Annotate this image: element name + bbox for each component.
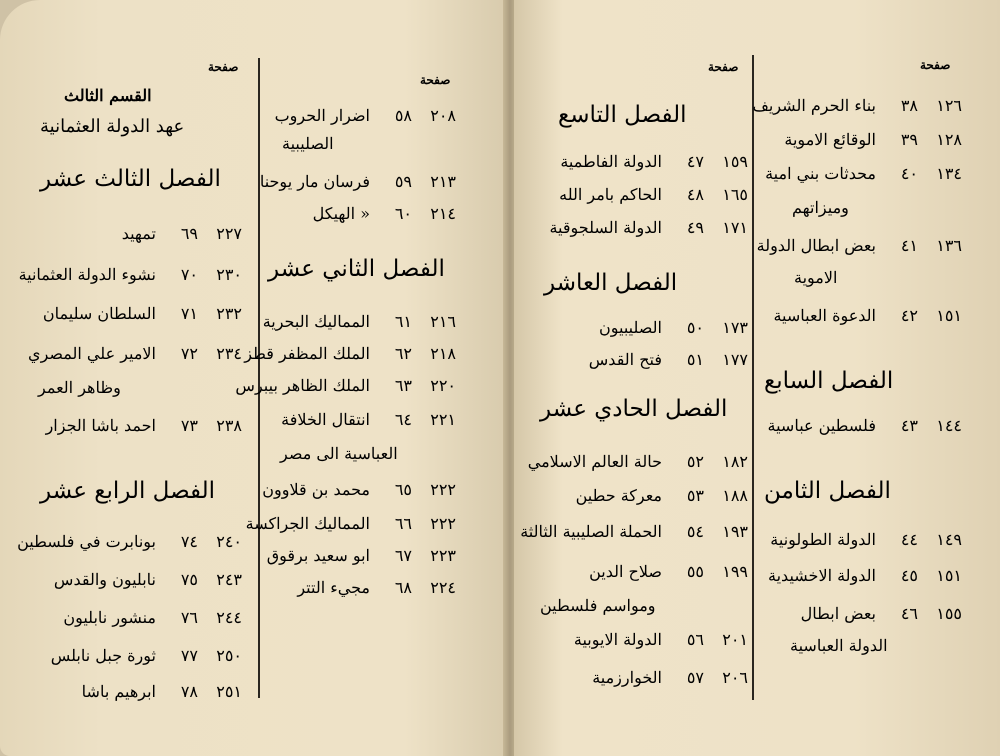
entry-title: الملك الظاهر بيبرس <box>235 376 370 395</box>
entry-page: ١٧١ <box>722 218 748 237</box>
entry-page: ١٧٣ <box>722 318 748 337</box>
entry-number: ٣٨ <box>900 96 918 115</box>
toc-entry <box>559 185 748 204</box>
entry-title: الدولة الفاطمية <box>560 152 662 171</box>
entry-continuation: الصليبية <box>282 134 334 153</box>
entry-page: ٢١٦ <box>430 312 456 331</box>
entry-title: بناء الحرم الشريف <box>752 96 876 115</box>
entry-page: ١٦٥ <box>722 185 748 204</box>
toc-entry <box>63 608 242 627</box>
entry-page: ٢٠٨ <box>430 106 456 125</box>
toc-entry <box>773 306 962 325</box>
entry-page: ٢١٨ <box>430 344 456 363</box>
page-column-header: صفحة <box>420 73 451 87</box>
entry-page: ١٩٣ <box>722 522 748 541</box>
entry-title: مجيء التتر <box>297 578 370 597</box>
entry-page: ١٨٢ <box>722 452 748 471</box>
entry-title: انتقال الخلافة <box>281 410 370 429</box>
entry-number: ٣٩ <box>900 130 918 149</box>
entry-title: الدولة السلجوقية <box>549 218 662 237</box>
toc-entry <box>592 668 748 687</box>
entry-number: ٦١ <box>394 312 412 331</box>
entry-title: السلطان سليمان <box>42 304 156 323</box>
entry-title: بعض ابطال <box>800 604 876 623</box>
chapter-heading: الفصل التاسع <box>558 102 687 128</box>
entry-title: الخوارزمية <box>592 668 662 687</box>
entry-number: ٤٢ <box>900 306 918 325</box>
toc-entry <box>82 682 242 701</box>
entry-title: فلسطين عباسية <box>767 416 876 435</box>
entry-continuation: العباسية الى مصر <box>280 444 398 463</box>
entry-title: الدولة الطولونية <box>770 530 876 549</box>
toc-entry <box>262 480 456 499</box>
entry-title: نشوء الدولة العثمانية <box>18 265 156 284</box>
entry-page: ٢٢٠ <box>430 376 456 395</box>
entry-title: احمد باشا الجزار <box>45 416 156 435</box>
entry-number: ٤٩ <box>686 218 704 237</box>
entry-number: ٧٠ <box>180 265 198 284</box>
entry-title: بونابرت في فلسطين <box>17 532 156 551</box>
toc-entry <box>752 96 962 115</box>
entry-number: ٥٣ <box>686 486 704 505</box>
toc-entry <box>267 546 456 565</box>
entry-number: ٧٦ <box>180 608 198 627</box>
toc-entry <box>51 646 242 665</box>
entry-continuation: وظاهر العمر <box>38 378 121 397</box>
entry-title: حالة العالم الاسلامي <box>527 452 662 471</box>
entry-continuation: ومواسم فلسطين <box>540 596 656 615</box>
era-title: عهد الدولة العثمانية <box>40 116 185 137</box>
entry-page: ١٨٨ <box>722 486 748 505</box>
toc-entry <box>313 204 456 223</box>
entry-number: ٧٥ <box>180 570 198 589</box>
entry-title: نابليون والقدس <box>53 570 156 589</box>
chapter-heading: الفصل السابع <box>764 368 894 394</box>
entry-title: الحاكم بامر الله <box>559 185 662 204</box>
entry-page: ١٥٥ <box>936 604 962 623</box>
entry-page: ٢١٤ <box>430 204 456 223</box>
entry-page: ٢٠٦ <box>722 668 748 687</box>
entry-title: ابو سعيد برقوق <box>266 546 370 565</box>
entry-number: ٥٤ <box>686 522 704 541</box>
toc-entry <box>589 350 748 369</box>
toc-entry <box>576 486 748 505</box>
entry-number: ٤٨ <box>686 185 704 204</box>
entry-number: ٤٣ <box>900 416 918 435</box>
toc-entry <box>560 152 748 171</box>
entry-page: ١٣٤ <box>936 164 962 183</box>
entry-page: ٢٣٢ <box>216 304 242 323</box>
toc-entry <box>765 164 962 183</box>
entry-page: ٢٢٣ <box>430 546 456 565</box>
toc-entry <box>122 224 242 243</box>
toc-entry <box>43 304 242 323</box>
toc-entry <box>768 416 963 435</box>
entry-number: ٧٧ <box>180 646 198 665</box>
toc-entry <box>263 312 456 331</box>
toc-entry <box>54 570 242 589</box>
toc-entry <box>801 604 962 623</box>
entry-page: ١٢٦ <box>936 96 962 115</box>
toc-entry <box>599 318 748 337</box>
toc-entry <box>528 452 748 471</box>
entry-number: ٧٣ <box>180 416 198 435</box>
toc-entry <box>260 172 456 191</box>
toc-entry <box>757 236 962 255</box>
entry-number: ٥١ <box>686 350 704 369</box>
entry-number: ٥٨ <box>394 106 412 125</box>
entry-title: صلاح الدين <box>589 562 662 581</box>
chapter-heading: الفصل الثاني عشر <box>268 256 445 282</box>
toc-entry <box>784 130 962 149</box>
entry-page: ٢٢٢ <box>430 514 456 533</box>
entry-title: ابرهيم باشا <box>81 682 156 701</box>
entry-title: « الهيكل <box>312 204 370 223</box>
entry-number: ٦٠ <box>394 204 412 223</box>
toc-entry <box>297 578 456 597</box>
section-title: القسم الثالث <box>64 86 152 105</box>
toc-entry <box>17 532 242 551</box>
entry-page: ٢٣٤ <box>216 344 242 363</box>
entry-number: ٦٩ <box>180 224 198 243</box>
entry-page: ١٤٩ <box>936 530 962 549</box>
entry-title: الدعوة العباسية <box>773 306 876 325</box>
entry-page: ١٧٧ <box>722 350 748 369</box>
toc-entry <box>589 562 748 581</box>
entry-page: ١٩٩ <box>722 562 748 581</box>
toc-entry <box>281 410 456 429</box>
entry-number: ٦٣ <box>394 376 412 395</box>
toc-entry <box>244 344 456 363</box>
toc-entry <box>235 376 456 395</box>
entry-page: ٢٣٠ <box>216 265 242 284</box>
entry-page: ٢٥٠ <box>216 646 242 665</box>
entry-title: محدثات بني امية <box>765 164 876 183</box>
entry-number: ٥٠ <box>686 318 704 337</box>
entry-title: محمد بن قلاوون <box>262 480 370 499</box>
column-rule-right-page <box>752 55 754 700</box>
toc-entry <box>520 522 748 541</box>
entry-page: ١٥١ <box>936 566 962 585</box>
entry-number: ٧٢ <box>180 344 198 363</box>
entry-number: ٥٩ <box>394 172 412 191</box>
entry-number: ٤٥ <box>900 566 918 585</box>
entry-number: ٤١ <box>900 236 918 255</box>
page-column-header: صفحة <box>920 58 951 72</box>
entry-title: الدولة الايوبية <box>573 630 662 649</box>
entry-page: ٢٢١ <box>430 410 456 429</box>
entry-page: ٢١٣ <box>430 172 456 191</box>
toc-entry <box>770 530 962 549</box>
entry-page: ٢٢٤ <box>430 578 456 597</box>
toc-entry <box>19 265 242 284</box>
entry-title: معركة حطين <box>575 486 662 505</box>
entry-number: ٧٤ <box>180 532 198 551</box>
entry-title: المماليك البحرية <box>262 312 370 331</box>
entry-page: ٢٥١ <box>216 682 242 701</box>
entry-title: الملك المظفر قطز <box>244 344 370 363</box>
entry-continuation: الاموية <box>794 268 838 287</box>
entry-title: الامير علي المصري <box>28 344 156 363</box>
toc-entry <box>28 344 242 363</box>
entry-number: ٥٥ <box>686 562 704 581</box>
entry-page: ٢٤٣ <box>216 570 242 589</box>
entry-number: ٦٤ <box>394 410 412 429</box>
entry-continuation: الدولة العباسية <box>790 636 888 655</box>
page-column-header: صفحة <box>708 60 739 74</box>
entry-page: ١٥١ <box>936 306 962 325</box>
entry-page: ١٢٨ <box>936 130 962 149</box>
entry-number: ٤٦ <box>900 604 918 623</box>
entry-number: ٥٧ <box>686 668 704 687</box>
entry-number: ٦٥ <box>394 480 412 499</box>
entry-continuation: وميزاتهم <box>792 198 849 217</box>
entry-title: اضرار الحروب <box>274 106 370 125</box>
entry-page: ٢٤٠ <box>216 532 242 551</box>
entry-title: الصليبيون <box>599 318 662 337</box>
entry-number: ٤٧ <box>686 152 704 171</box>
entry-number: ٧١ <box>180 304 198 323</box>
entry-number: ٥٢ <box>686 452 704 471</box>
toc-entry <box>275 106 456 125</box>
entry-title: الوقائع الاموية <box>784 130 876 149</box>
entry-number: ٤٤ <box>900 530 918 549</box>
entry-title: فرسان مار يوحنا <box>259 172 370 191</box>
chapter-heading: الفصل الثالث عشر <box>40 166 221 192</box>
chapter-heading: الفصل الثامن <box>764 478 891 504</box>
entry-page: ١٥٩ <box>722 152 748 171</box>
entry-title: بعض ابطال الدولة <box>756 236 876 255</box>
entry-title: الدولة الاخشيدية <box>768 566 876 585</box>
chapter-heading: الفصل الحادي عشر <box>540 396 728 422</box>
entry-page: ١٣٦ <box>936 236 962 255</box>
entry-title: المماليك الجراكسة <box>245 514 370 533</box>
entry-page: ٢٢٢ <box>430 480 456 499</box>
entry-title: فتح القدس <box>588 350 662 369</box>
entry-number: ٦٧ <box>394 546 412 565</box>
toc-entry <box>246 514 456 533</box>
entry-number: ٤٠ <box>900 164 918 183</box>
entry-number: ٥٦ <box>686 630 704 649</box>
toc-entry <box>574 630 748 649</box>
entry-title: منشور نابليون <box>63 608 156 627</box>
entry-page: ٢٠١ <box>722 630 748 649</box>
entry-page: ٢٢٧ <box>216 224 242 243</box>
chapter-heading: الفصل العاشر <box>544 270 678 296</box>
entry-number: ٦٢ <box>394 344 412 363</box>
entry-title: ثورة جبل نابلس <box>50 646 156 665</box>
entry-title: تمهيد <box>121 224 156 243</box>
toc-entry <box>768 566 962 585</box>
entry-number: ٦٨ <box>394 578 412 597</box>
entry-number: ٦٦ <box>394 514 412 533</box>
entry-page: ١٤٤ <box>936 416 962 435</box>
chapter-heading: الفصل الرابع عشر <box>40 478 216 504</box>
toc-entry <box>46 416 242 435</box>
entry-page: ٢٣٨ <box>216 416 242 435</box>
entry-number: ٧٨ <box>180 682 198 701</box>
entry-page: ٢٤٤ <box>216 608 242 627</box>
entry-title: الحملة الصليبية الثالثة <box>520 522 662 541</box>
page-column-header: صفحة <box>208 60 239 74</box>
toc-entry <box>549 218 748 237</box>
